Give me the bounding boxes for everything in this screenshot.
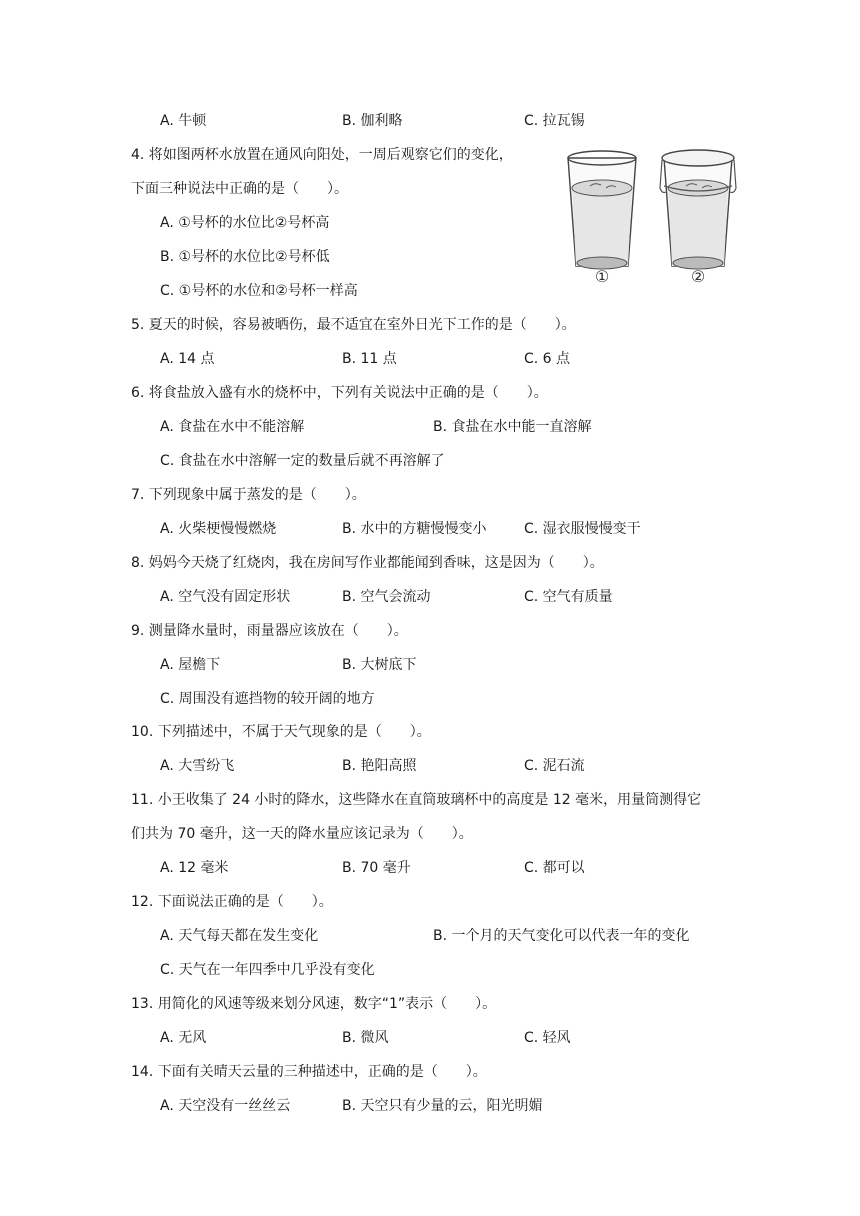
q11-stem-line2: 们共为 70 毫升，这一天的降水量应该记录为（ ）。 [131, 826, 473, 842]
q13-option-c: C. 轻风 [524, 1030, 571, 1046]
q11-option-a: A. 12 毫米 [160, 860, 229, 876]
glass-1-label: ① [594, 267, 610, 286]
q12-option-c: C. 天气在一年四季中几乎没有变化 [160, 962, 375, 978]
glass-2-label: ② [690, 267, 706, 286]
q13-option-b: B. 微风 [342, 1030, 389, 1046]
q10-option-b: B. 艳阳高照 [342, 758, 417, 774]
q4-option-b: B. ①号杯的水位比②号杯低 [160, 249, 330, 265]
q11-option-b: B. 70 毫升 [342, 860, 411, 876]
two-glasses-figure [562, 148, 752, 288]
q5-stem: 5. 夏天的时候，容易被晒伤，最不适宜在室外日光下工作的是（ ）。 [131, 317, 576, 333]
q9-option-c: C. 周围没有遮挡物的较开阔的地方 [160, 691, 375, 707]
q6-option-b: B. 食盐在水中能一直溶解 [433, 419, 592, 435]
q6-option-c: C. 食盐在水中溶解一定的数量后就不再溶解了 [160, 453, 445, 469]
q8-option-b: B. 空气会流动 [342, 589, 431, 605]
q4-stem-line2: 下面三种说法中正确的是（ ）。 [131, 181, 348, 197]
q3-option-b: B. 伽利略 [342, 113, 403, 129]
q11-option-c: C. 都可以 [524, 860, 585, 876]
q3-option-a: A. 牛顿 [160, 113, 207, 129]
q12-option-a: A. 天气每天都在发生变化 [160, 928, 319, 944]
q9-stem: 9. 测量降水量时，雨量器应该放在（ ）。 [131, 623, 408, 639]
q5-option-c: C. 6 点 [524, 351, 571, 367]
q9-option-b: B. 大树底下 [342, 657, 417, 673]
q7-option-b: B. 水中的方糖慢慢变小 [342, 521, 487, 537]
q5-option-a: A. 14 点 [160, 351, 215, 367]
q5-option-b: B. 11 点 [342, 351, 397, 367]
q14-option-b: B. 天空只有少量的云，阳光明媚 [342, 1098, 543, 1114]
q10-option-a: A. 大雪纷飞 [160, 758, 235, 774]
q7-stem: 7. 下列现象中属于蒸发的是（ ）。 [131, 487, 366, 503]
q13-stem: 13. 用简化的风速等级来划分风速，数字“1”表示（ ）。 [131, 996, 497, 1012]
q8-option-a: A. 空气没有固定形状 [160, 589, 291, 605]
q14-option-a: A. 天空没有一丝丝云 [160, 1098, 291, 1114]
q13-option-a: A. 无风 [160, 1030, 207, 1046]
q4-option-a: A. ①号杯的水位比②号杯高 [160, 215, 330, 231]
glasses-illustration [562, 148, 752, 288]
q4-stem-line1: 4. 将如图两杯水放置在通风向阳处，一周后观察它们的变化， [131, 147, 513, 163]
q7-option-c: C. 湿衣服慢慢变干 [524, 521, 641, 537]
q6-stem: 6. 将食盐放入盛有水的烧杯中，下列有关说法中正确的是（ ）。 [131, 385, 548, 401]
q8-stem: 8. 妈妈今天烧了红烧肉，我在房间写作业都能闻到香味，这是因为（ ）。 [131, 555, 604, 571]
q14-stem: 14. 下面有关晴天云量的三种描述中，正确的是（ ）。 [131, 1064, 487, 1080]
q8-option-c: C. 空气有质量 [524, 589, 613, 605]
q3-option-c: C. 拉瓦锡 [524, 113, 585, 129]
q10-option-c: C. 泥石流 [524, 758, 585, 774]
q10-stem: 10. 下列描述中，不属于天气现象的是（ ）。 [131, 724, 431, 740]
q12-option-b: B. 一个月的天气变化可以代表一年的变化 [433, 928, 690, 944]
q6-option-a: A. 食盐在水中不能溶解 [160, 419, 305, 435]
q4-option-c: C. ①号杯的水位和②号杯一样高 [160, 283, 358, 299]
q12-stem: 12. 下面说法正确的是（ ）。 [131, 894, 333, 910]
glass-2-covered [660, 150, 736, 269]
glass-1-open [568, 151, 636, 269]
q9-option-a: A. 屋檐下 [160, 657, 221, 673]
q11-stem-line1: 11. 小王收集了 24 小时的降水，这些降水在直筒玻璃杯中的高度是 12 毫米，用量筒测得它 [131, 792, 702, 808]
q7-option-a: A. 火柴梗慢慢燃烧 [160, 521, 277, 537]
